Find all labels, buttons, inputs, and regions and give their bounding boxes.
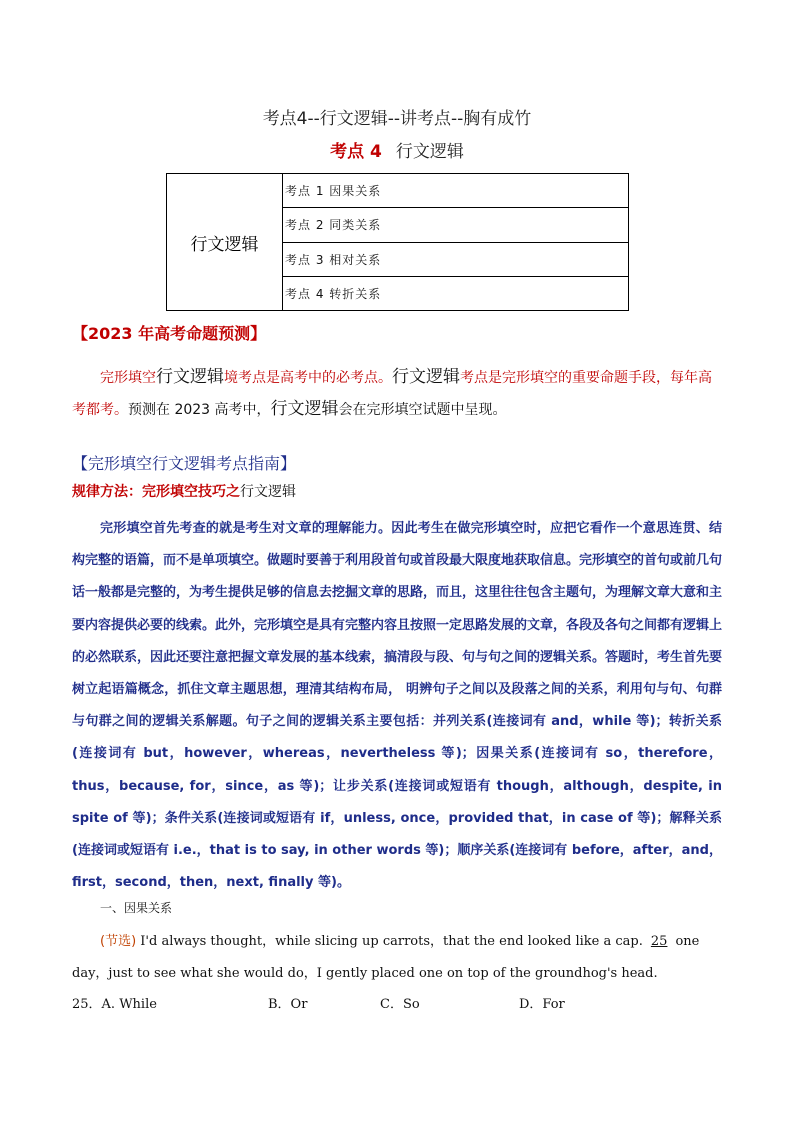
outline-left-label: 行文逻辑 [167, 174, 283, 311]
prediction-seg: 行文逻辑 [392, 367, 460, 387]
option-c: C．So [380, 997, 420, 1012]
passage-source: (节选) [100, 934, 137, 949]
passage-blank: 25 [650, 934, 668, 949]
method-label: 规律方法：完形填空技巧之 [72, 484, 240, 500]
outline-item: 考点 3 相对关系 [283, 242, 629, 276]
prediction-seg: 完形填空 [100, 370, 156, 386]
outline-item: 考点 2 同类关系 [283, 208, 629, 242]
prediction-seg: 考点是完形填空的重要命题手段，每年高考都考。 [72, 370, 712, 418]
guide-heading: 【完形填空行文逻辑考点指南】 [72, 454, 297, 473]
option-d: D．For [519, 997, 565, 1012]
passage-text-b: one day，just to see what she would do，I gently placed one on top of the groundhog's head. [72, 934, 700, 981]
prediction-seg: 行文逻辑 [270, 399, 339, 419]
section-title-text: 行文逻辑 [395, 142, 464, 162]
section-title-number: 考点 4 [330, 142, 382, 162]
outline-table [166, 173, 629, 311]
prediction-seg: 行文逻辑 [156, 367, 224, 387]
prediction-heading: 【2023 年高考命题预测】 [72, 324, 267, 343]
method-rest: 行文逻辑 [240, 484, 296, 500]
prediction-seg: 境考点是高考中的必考点。 [224, 370, 392, 386]
prediction-seg: 会在完形填空试题中呈现。 [338, 402, 507, 418]
outline-item: 考点 4 转折关系 [283, 276, 629, 310]
answer-options [72, 993, 722, 1013]
option-a: 25．A. While [72, 997, 157, 1012]
example-passage [72, 926, 724, 990]
passage-text-a: I'd always thought，while slicing up carrots，that the end looked like a cap. [140, 934, 643, 949]
example-section-title: 一、因果关系 [100, 901, 173, 915]
section-title [0, 137, 794, 162]
guide-body: 完形填空首先考查的就是考生对文章的理解能力。因此考生在做完形填空时，应把它看作一个意思连贯、结构完整的语篇，而不是单项填空。做题时要善于利用段首句或首段最大限度地获取信息。完形填空的首句或前几句话一般都是完整的，为考生提供足够的信息去挖掘文章的思路，而且，这里往往包含主题句，为理解文章大意和主要内容提供必要的线索。此外，完形填空是具有完整内容且按照一定思路发展的文章，各段及各句之间都有逻辑上的必然联系，因此还要注意把握文章发展的基本线索，搞清段与段、句与句之间的逻辑关系。答题时，考生首先要树立起语篇概念，抓住文章主题思想，理清其结构布局， 明辨句子之间以及段落之间的关系，利用句与句、句群与句群之间的逻辑关系解题。句子之间的逻辑关系主要包括：并列关系(连接词有 and，while 等)；转折关系(连接词有 but，however，whereas，nevertheless 等)；因果关系(连接词有 so，therefore，thus，because, for，since，as 等)；让步关系(连接词或短语有 though，although，despite, in spite of 等)；条件关系(连接词或短语有 if，unless, once，provided that，in case of 等)；解释关系(连接词或短语有 i.e.，that is to say, in other words 等)；顺序关系(连接词有 before，after，and，first，second，then，next, finally 等)。 [72, 521, 723, 891]
option-b: B．Or [268, 997, 308, 1012]
method-line [72, 481, 296, 501]
prediction-paragraph [72, 362, 722, 426]
prediction-seg: 预测在 2023 高考中， [128, 402, 271, 418]
outline-item: 考点 1 因果关系 [283, 174, 629, 208]
page-title: 考点4--行文逻辑--讲考点--胸有成竹 [262, 109, 532, 129]
